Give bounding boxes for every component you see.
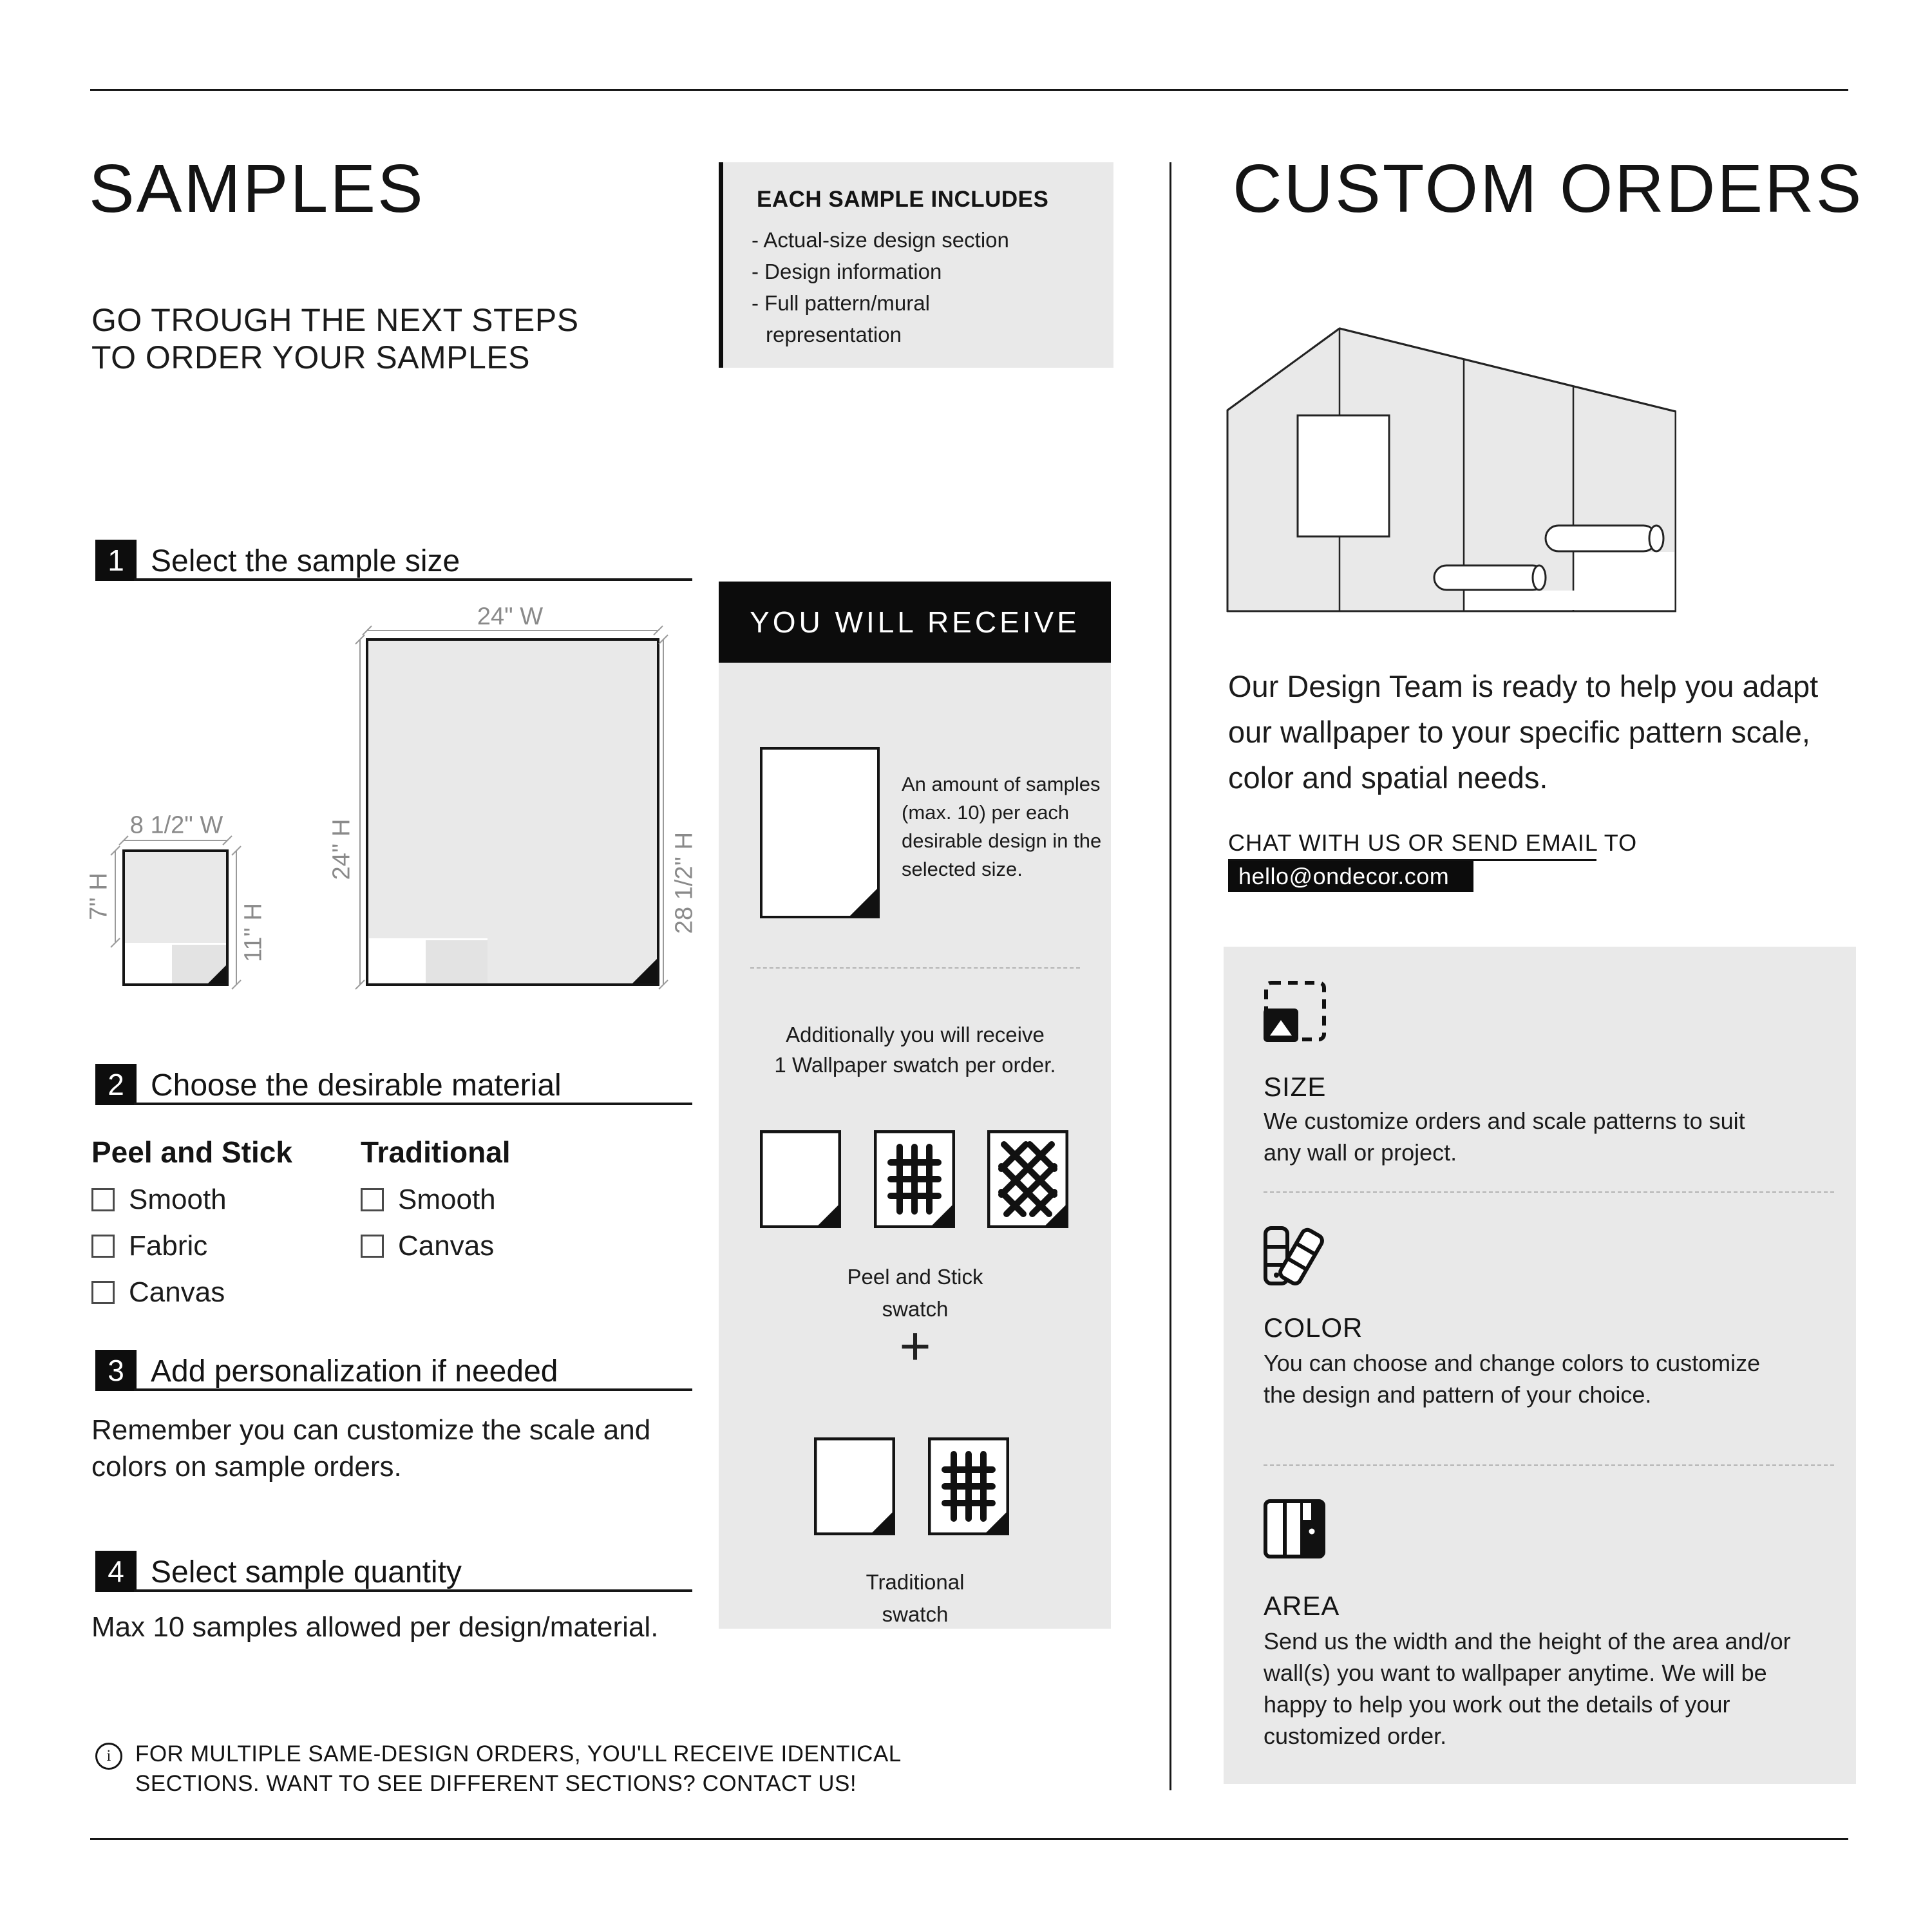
- large-height-left-label: 24'' H: [328, 819, 355, 880]
- material-col-peel-title: Peel and Stick: [91, 1135, 292, 1169]
- size-text: We customize orders and scale patterns to suit any wall or project.: [1264, 1108, 1745, 1166]
- email-link[interactable]: hello@ondecor.com: [1228, 861, 1473, 892]
- checkbox-peel-smooth[interactable]: [91, 1188, 115, 1211]
- color-swatches-icon: [1264, 1226, 1325, 1285]
- info-icon: [95, 1743, 122, 1770]
- color-heading: COLOR: [1264, 1312, 1363, 1343]
- sample-page-icon: [760, 747, 880, 918]
- size-heading: SIZE: [1264, 1072, 1327, 1102]
- step-4-badge: [95, 1551, 137, 1592]
- step-1-badge: [95, 540, 137, 581]
- step-3-rule: [134, 1388, 692, 1391]
- plain-swatch-icon: [814, 1437, 895, 1535]
- design-team-paragraph: Our Design Team is ready to help you adapt our wallpaper to your specific pattern scale, color and spatial needs.: [1228, 669, 1819, 795]
- area-heading: AREA: [1264, 1591, 1340, 1621]
- you-will-receive-banner: YOU WILL RECEIVE: [719, 582, 1111, 663]
- step-4-number: 4: [108, 1555, 124, 1588]
- small-height-left-label: 7'' H: [85, 873, 113, 920]
- checkbox-peel-canvas[interactable]: [91, 1281, 115, 1304]
- samples-title: SAMPLES: [89, 151, 425, 227]
- material-label: Fabric: [129, 1230, 208, 1262]
- includes-item: representation: [766, 323, 902, 346]
- intro-text: [91, 301, 579, 376]
- material-label: Smooth: [129, 1184, 227, 1215]
- step-3-text: Remember you can customize the scale and colors on sample orders.: [91, 1414, 651, 1482]
- panel-dashed-divider: [1264, 1464, 1834, 1466]
- material-label: Smooth: [398, 1184, 496, 1215]
- material-label: Canvas: [398, 1230, 495, 1262]
- peel-swatch-label-line2: swatch: [882, 1297, 949, 1321]
- grid-swatch-icon: [874, 1130, 955, 1228]
- peel-swatch-label-line1: Peel and Stick: [847, 1265, 983, 1289]
- house-wallpaper-illustration: [1226, 325, 1676, 615]
- step-2-rule: [134, 1103, 692, 1105]
- panel-dashed-divider: [1264, 1191, 1834, 1193]
- step-4-rule: [134, 1589, 692, 1592]
- crosshatch-swatch-icon: [987, 1130, 1068, 1228]
- chat-label: CHAT WITH US OR SEND EMAIL TO: [1228, 829, 1638, 856]
- step-3-number: 3: [108, 1354, 124, 1387]
- includes-item: - Full pattern/mural: [752, 291, 930, 315]
- custom-orders-title: CUSTOM ORDERS: [1233, 151, 1864, 227]
- step-1-number: 1: [108, 544, 124, 577]
- additional-line-2: 1 Wallpaper swatch per order.: [774, 1053, 1056, 1077]
- traditional-swatch-label-line2: swatch: [882, 1602, 949, 1626]
- area-wall-icon: [1264, 1499, 1325, 1558]
- checkbox-trad-smooth[interactable]: [361, 1188, 384, 1211]
- size-crop-icon: [1264, 980, 1327, 1042]
- additional-line-1: Additionally you will receive: [786, 1023, 1045, 1046]
- area-text: Send us the width and the height of the area and/or wall(s) you want to wallpaper anytime. We will be happy to help you work out the details of your customized order.: [1264, 1628, 1791, 1749]
- step-3-title: Add personalization if needed: [151, 1354, 558, 1388]
- top-rule: [90, 89, 1848, 91]
- step-4-text: Max 10 samples allowed per design/material.: [91, 1611, 659, 1643]
- large-width-label: 24" W: [477, 603, 544, 630]
- step-4-title: Select sample quantity: [151, 1555, 462, 1589]
- panel-dashed-divider: [750, 967, 1080, 969]
- receive-text: An amount of samples (max. 10) per each desirable design in the selected size.: [902, 773, 1102, 880]
- additional-text: [774, 1019, 1056, 1080]
- material-option-row: [91, 1230, 207, 1262]
- checkbox-peel-fabric[interactable]: [91, 1235, 115, 1258]
- color-text: You can choose and change colors to customize the design and pattern of your choice.: [1264, 1350, 1761, 1408]
- intro-line-2: TO ORDER YOUR SAMPLES: [91, 339, 531, 375]
- material-label: Canvas: [129, 1276, 225, 1308]
- material-option-row: [361, 1184, 496, 1216]
- includes-title: EACH SAMPLE INCLUDES: [757, 187, 1049, 212]
- traditional-swatch-label: [866, 1566, 965, 1631]
- plain-swatch-icon: [760, 1130, 841, 1228]
- large-height-right-label: 28 1/2'' H: [670, 831, 698, 934]
- step-3-badge: [95, 1350, 137, 1391]
- note-line-1: FOR MULTIPLE SAME-DESIGN ORDERS, YOU'LL RECEIVE IDENTICAL: [135, 1741, 902, 1766]
- info-glyph: i: [106, 1747, 111, 1765]
- checkbox-trad-canvas[interactable]: [361, 1235, 384, 1258]
- material-option-row: [91, 1184, 227, 1216]
- bottom-rule: [90, 1838, 1848, 1840]
- includes-item: - Actual-size design section: [752, 228, 1009, 252]
- note-line-2: SECTIONS. WANT TO SEE DIFFERENT SECTIONS? CONTACT US!: [135, 1771, 857, 1796]
- small-height-right-label: 11'' H: [240, 903, 267, 962]
- column-divider: [1170, 162, 1171, 1790]
- material-col-traditional-title: Traditional: [361, 1135, 511, 1169]
- each-sample-includes-box: [719, 162, 1113, 368]
- small-width-label: 8 1/2" W: [129, 811, 223, 839]
- step-2-badge: [95, 1064, 137, 1105]
- step-1-rule: [134, 578, 692, 581]
- includes-item: - Design information: [752, 260, 942, 283]
- intro-line-1: GO TROUGH THE NEXT STEPS: [91, 302, 579, 338]
- material-option-row: [361, 1230, 494, 1262]
- plus-sign: +: [899, 1316, 931, 1376]
- grid-swatch-icon: [928, 1437, 1009, 1535]
- step-1-title: Select the sample size: [151, 544, 460, 578]
- step-2-title: Choose the desirable material: [151, 1068, 562, 1103]
- material-option-row: [91, 1276, 225, 1309]
- traditional-swatch-label-line1: Traditional: [866, 1570, 965, 1594]
- step-2-number: 2: [108, 1068, 124, 1101]
